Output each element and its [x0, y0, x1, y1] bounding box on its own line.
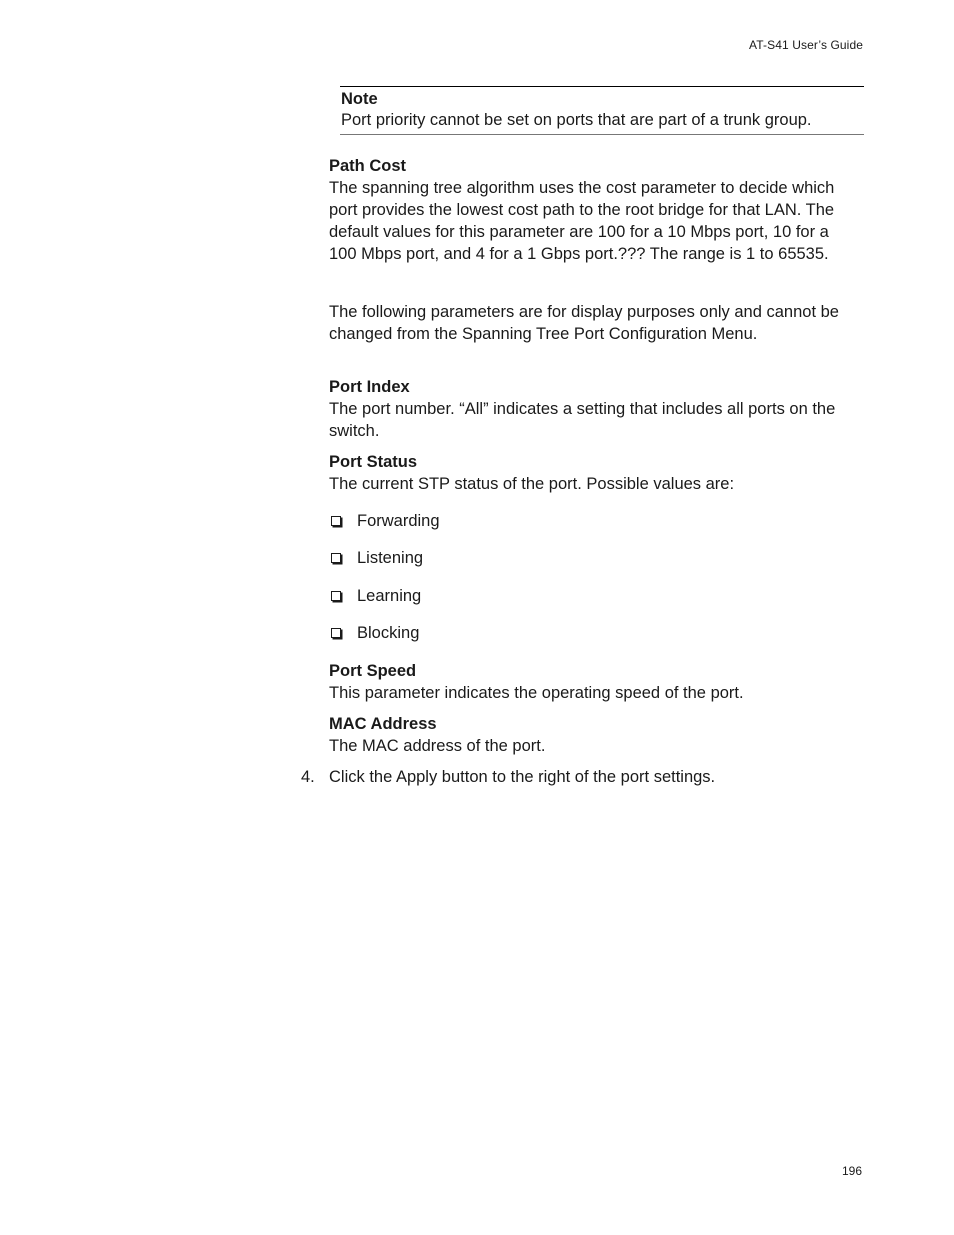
checkbox-bullet-icon	[331, 628, 341, 638]
step-number: 4.	[301, 768, 315, 786]
mac-address-section	[329, 713, 849, 757]
port-status-section	[329, 451, 849, 495]
list-item-label: Listening	[357, 549, 424, 567]
checkbox-bullet-icon	[331, 591, 341, 601]
port-speed-section	[329, 660, 849, 704]
path-cost-heading: Path Cost	[329, 157, 407, 175]
display-only-paragraph: The following parameters are for display purposes only and cannot be changed from the Spanning Tree Port Configuration Menu.	[329, 303, 839, 343]
step-text: Click the Apply button to the right of the port settings.	[329, 768, 716, 786]
list-item	[329, 622, 419, 644]
port-speed-heading: Port Speed	[329, 662, 417, 680]
running-header: AT-S41 User’s Guide	[749, 38, 863, 52]
mac-address-text: The MAC address of the port.	[329, 737, 546, 755]
list-item	[329, 585, 421, 607]
list-item	[329, 547, 423, 569]
page-number: 196	[841, 1164, 862, 1178]
list-item-label: Blocking	[357, 624, 420, 642]
path-cost-text: The spanning tree algorithm uses the cost parameter to decide which port provides the lowest cost path to the root bridge for that LAN. The default values for this parameter are 100 for a 10 Mbps port, 10 for a 100 Mbps port, and 4 for a 1 Gbps port.??? The range is 1 to 65535.	[329, 179, 835, 263]
port-index-text: The port number. “All” indicates a setting that includes all ports on the switch.	[329, 400, 836, 440]
mac-address-heading: MAC Address	[329, 715, 437, 733]
note-box	[340, 86, 864, 135]
list-item-label: Learning	[357, 587, 422, 605]
path-cost-section	[329, 155, 849, 265]
port-status-heading: Port Status	[329, 453, 418, 471]
checkbox-bullet-icon	[331, 516, 341, 526]
note-title: Note	[341, 90, 378, 108]
port-speed-text: This parameter indicates the operating speed of the port.	[329, 684, 744, 702]
port-status-text: The current STP status of the port. Possible values are:	[329, 475, 735, 493]
list-item-label: Forwarding	[357, 512, 440, 530]
port-index-section	[329, 376, 849, 442]
note-text: Port priority cannot be set on ports that are part of a trunk group.	[341, 111, 812, 129]
step-item	[301, 766, 715, 788]
port-index-heading: Port Index	[329, 378, 410, 396]
checkbox-bullet-icon	[331, 553, 341, 563]
list-item	[329, 510, 440, 532]
